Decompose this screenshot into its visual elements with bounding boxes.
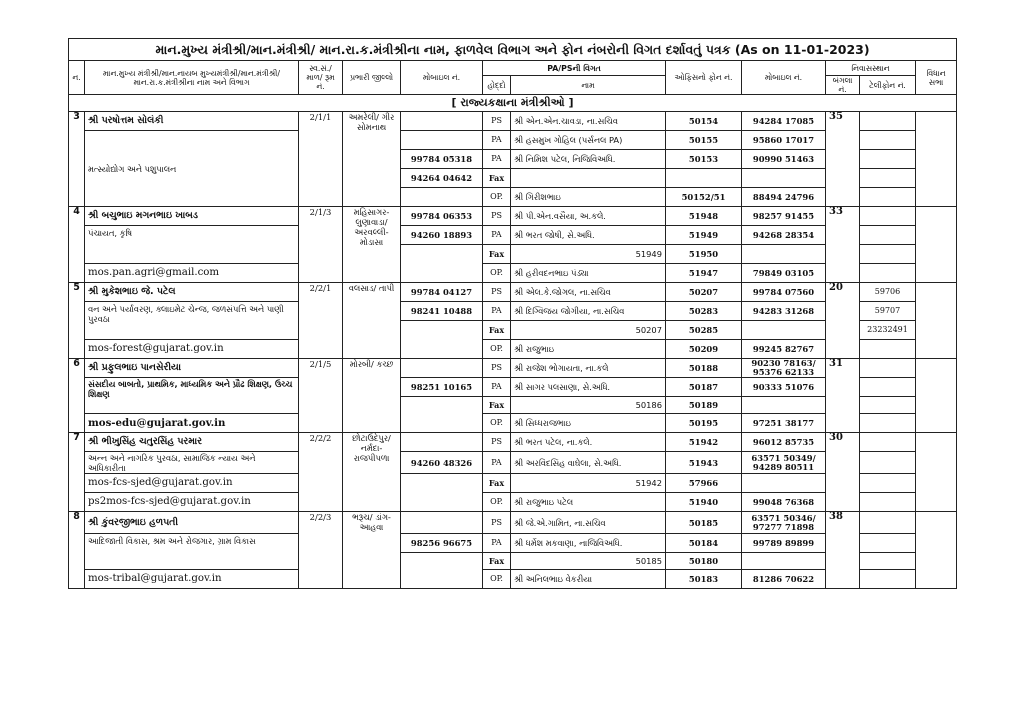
minister-sno: 6 (69, 359, 85, 433)
office-phone: 50155 (666, 131, 742, 150)
staff-name: શ્રી હરીવદનભાઇ પંડ્યા (511, 264, 666, 283)
section-title: [ રાજ્યકક્ષાના મંત્રીશ્રીઓ ] (69, 95, 957, 112)
staff-mobile: 99789 89899 (742, 534, 826, 553)
mobile-number (401, 359, 483, 378)
staff-role: Fax (483, 321, 511, 340)
minister-email[interactable]: mos-forest@gujarat.gov.in (85, 340, 299, 359)
staff-mobile (742, 553, 826, 570)
staff-role: PS (483, 512, 511, 534)
bungalow-number: 38 (826, 512, 860, 589)
staff-mobile: 94284 17085 (742, 112, 826, 131)
room-number: 2/1/5 (299, 359, 343, 433)
bungalow-number: 20 (826, 283, 860, 359)
room-number: 2/2/1 (299, 283, 343, 359)
mobile-empty (401, 553, 483, 589)
staff-name: શ્રી રાજુભાઇ પટેલ (511, 493, 666, 512)
office-phone: 51943 (666, 452, 742, 474)
office-phone: 50209 (666, 340, 742, 359)
staff-role: Fax (483, 553, 511, 570)
district: છોટાઉદેપુર/ નર્મદા- રાજપીપળા (343, 433, 401, 512)
staff-fax: 50185 (511, 553, 666, 570)
minister-name: શ્રી મુકેશભાઇ જે. પટેલ (85, 283, 299, 302)
minister-block (69, 207, 957, 283)
office-phone: 51950 (666, 245, 742, 264)
minister-block (69, 283, 957, 359)
staff-mobile (742, 397, 826, 414)
staff-name: શ્રી અરવિંદસિંહ વાઘેલા, સે.અધિ. (511, 452, 666, 474)
staff-role: PS (483, 283, 511, 302)
staff-role: Fax (483, 245, 511, 264)
telephone-number: 59707 (860, 302, 916, 321)
staff-mobile (742, 321, 826, 340)
minister-name: શ્રી કુંવરજીભાઇ હળપતી (85, 512, 299, 534)
room-number: 2/2/3 (299, 512, 343, 589)
mobile-number (401, 433, 483, 452)
office-phone: 50183 (666, 570, 742, 589)
staff-name: શ્રી એલ.કે.જોગલ, ના.સચિવ (511, 283, 666, 302)
telephone-number (860, 553, 916, 570)
minister-email[interactable]: mos-fcs-sjed@gujarat.gov.in (85, 474, 299, 493)
staff-role: OP. (483, 264, 511, 283)
header-office-phone: ઓફિસનો ફોન નં. (666, 61, 742, 95)
office-phone: 50154 (666, 112, 742, 131)
header-pa-role: હોદ્દો (483, 76, 511, 95)
mobile-number (401, 188, 483, 207)
staff-mobile: 88494 24796 (742, 188, 826, 207)
staff-role: PA (483, 150, 511, 169)
district: ભરૂચ/ ડાંગ-આહવા (343, 512, 401, 589)
staff-mobile: 95860 17017 (742, 131, 826, 150)
assembly-cell (916, 283, 957, 359)
mobile-empty (401, 321, 483, 359)
header-assembly: વિધાન સભા (916, 61, 957, 95)
staff-mobile: 63571 50349/ 94289 80511 (742, 452, 826, 474)
staff-name: શ્રી હસમુખ ગોહિલ (પર્સનલ PA) (511, 131, 666, 150)
telephone-number (860, 207, 916, 226)
staff-name: શ્રી સિધ્ધરાજભાઇ (511, 414, 666, 433)
telephone-number (860, 534, 916, 553)
header-pa-ps: PA/PSની વિગત (483, 61, 666, 76)
minister-name: શ્રી ભીખુસિંહ ચતુરસિંહ પરમાર (85, 433, 299, 452)
staff-role: PA (483, 226, 511, 245)
telephone-number (860, 226, 916, 245)
staff-name: શ્રી નિમિશ પટેલ, નિજિવિઅધિ. (511, 150, 666, 169)
staff-mobile: 63571 50346/ 97277 71898 (742, 512, 826, 534)
telephone-number (860, 188, 916, 207)
header-mobile: મોબાઇલ નં. (401, 61, 483, 95)
staff-mobile: 99048 76368 (742, 493, 826, 512)
minister-name: શ્રી પ્રફુલભાઇ પાનસેરીયા (85, 359, 299, 378)
mobile-empty (401, 474, 483, 512)
staff-mobile: 90333 51076 (742, 378, 826, 397)
minister-sno: 4 (69, 207, 85, 283)
minister-department: મત્સ્યોદ્યોગ અને પશુપાલન (85, 131, 299, 207)
telephone-number (860, 112, 916, 131)
office-phone: 51947 (666, 264, 742, 283)
minister-block (69, 359, 957, 433)
office-phone: 50189 (666, 397, 742, 414)
minister-email-secondary[interactable]: ps2mos-fcs-sjed@gujarat.gov.in (85, 493, 299, 512)
telephone-number (860, 169, 916, 188)
district: મહિસાગર- લુણાવાડા/ અરવલ્લી- મોડાસા (343, 207, 401, 283)
staff-mobile: 99245 82767 (742, 340, 826, 359)
staff-role: PS (483, 433, 511, 452)
office-phone: 51940 (666, 493, 742, 512)
office-phone: 50153 (666, 150, 742, 169)
staff-name: શ્રી રાજુભાઇ (511, 340, 666, 359)
staff-name: શ્રી જે.એ.ગામિત, ના.સચિવ (511, 512, 666, 534)
telephone-number (860, 452, 916, 474)
minister-table (68, 38, 957, 589)
mobile-number: 98241 10488 (401, 302, 483, 321)
mobile-number: 99784 06353 (401, 207, 483, 226)
staff-name (511, 169, 666, 188)
office-phone: 50180 (666, 553, 742, 570)
mobile-number (401, 112, 483, 131)
minister-name: શ્રી પરષોત્તમ સોલંકી (85, 112, 299, 131)
staff-fax: 50207 (511, 321, 666, 340)
staff-name: શ્રી સાગર પલસાણા, સે.અધિ. (511, 378, 666, 397)
telephone-number: 59706 (860, 283, 916, 302)
minister-sno: 8 (69, 512, 85, 589)
staff-name: શ્રી ધર્મેશ મકવાણા, નાજિવિઅધિ. (511, 534, 666, 553)
staff-mobile: 94283 31268 (742, 302, 826, 321)
telephone-number (860, 245, 916, 264)
bungalow-number: 33 (826, 207, 860, 283)
staff-role: PS (483, 207, 511, 226)
header-room: સ્વ.સં./ માળ/ રૂમ નં. (299, 61, 343, 95)
mobile-number: 94260 48326 (401, 452, 483, 474)
office-phone: 50187 (666, 378, 742, 397)
minister-sno: 7 (69, 433, 85, 512)
assembly-cell (916, 512, 957, 589)
staff-role: Fax (483, 474, 511, 493)
bungalow-number: 30 (826, 433, 860, 512)
staff-mobile: 99784 07560 (742, 283, 826, 302)
minister-department: પંચાયત, કૃષિ (85, 226, 299, 264)
staff-name: શ્રી અનિલભાઇ વેકરીયા (511, 570, 666, 589)
mobile-empty (401, 397, 483, 433)
office-phone: 50195 (666, 414, 742, 433)
telephone-number (860, 570, 916, 589)
staff-name: શ્રી દિગ્વિજય જોગીયા, ના.સચિવ (511, 302, 666, 321)
staff-role: OP. (483, 340, 511, 359)
room-number: 2/2/2 (299, 433, 343, 512)
mobile-number (401, 512, 483, 534)
telephone-number (860, 493, 916, 512)
staff-mobile: 94268 28354 (742, 226, 826, 245)
staff-mobile: 98257 91455 (742, 207, 826, 226)
bungalow-number: 35 (826, 112, 860, 207)
staff-mobile: 81286 70622 (742, 570, 826, 589)
staff-role: PS (483, 112, 511, 131)
telephone-number (860, 414, 916, 433)
minister-department: વન અને પર્યાવરણ, ક્લાઇમેટ ચેન્જ, જળસંપત્તિ અને પાણી પુરવઠા (85, 302, 299, 340)
office-phone: 50184 (666, 534, 742, 553)
minister-email[interactable]: mos-tribal@gujarat.gov.in (85, 570, 299, 589)
mobile-number: 94260 18893 (401, 226, 483, 245)
header-bungalow: બંગલા નં. (826, 76, 860, 95)
staff-name: શ્રી ભરત પટેલ, ના.કલે. (511, 433, 666, 452)
minister-block (69, 433, 957, 512)
office-phone: 51948 (666, 207, 742, 226)
office-phone: 50152/51 (666, 188, 742, 207)
staff-fax: 50186 (511, 397, 666, 414)
minister-block (69, 112, 957, 207)
staff-name: શ્રી ભરત જોષી, સે.અધિ. (511, 226, 666, 245)
minister-email[interactable]: mos-edu@gujarat.gov.in (85, 414, 299, 433)
office-phone: 50185 (666, 512, 742, 534)
telephone-number (860, 264, 916, 283)
staff-name: શ્રી એન.એન.ચાવડા, ના.સચિવ (511, 112, 666, 131)
assembly-cell (916, 112, 957, 207)
header-pa-name: નામ (511, 76, 666, 95)
mobile-number: 99784 04127 (401, 283, 483, 302)
telephone-number (860, 340, 916, 359)
minister-sno: 3 (69, 112, 85, 207)
district: મોરબી/ કચ્છ (343, 359, 401, 433)
telephone-number (860, 512, 916, 534)
staff-role: PA (483, 534, 511, 553)
mobile-number: 98251 10165 (401, 378, 483, 397)
staff-mobile (742, 245, 826, 264)
staff-fax: 51942 (511, 474, 666, 493)
telephone-number (860, 433, 916, 452)
district: વલસાડ/ તાપી (343, 283, 401, 359)
staff-fax: 51949 (511, 245, 666, 264)
header-district: પ્રભારી જીલ્લો (343, 61, 401, 95)
minister-block (69, 512, 957, 589)
assembly-cell (916, 359, 957, 433)
staff-mobile: 79849 03105 (742, 264, 826, 283)
office-phone: 57966 (666, 474, 742, 493)
staff-role: Fax (483, 169, 511, 188)
staff-name: શ્રી પી.એન.વસૈયા, અ.કલે. (511, 207, 666, 226)
assembly-cell (916, 207, 957, 283)
staff-name: શ્રી ગિરીશભાઇ (511, 188, 666, 207)
minister-department: આદિજાતી વિકાસ, શ્રમ અને રોજગાર, ગ્રામ વિકાસ (85, 534, 299, 570)
office-phone: 50283 (666, 302, 742, 321)
staff-role: OP. (483, 414, 511, 433)
mobile-number: 94264 04642 (401, 169, 483, 188)
room-number: 2/1/3 (299, 207, 343, 283)
staff-mobile: 90990 51463 (742, 150, 826, 169)
staff-role: OP. (483, 493, 511, 512)
staff-role: OP. (483, 570, 511, 589)
office-phone: 50207 (666, 283, 742, 302)
page-title: માન.મુખ્ય મંત્રીશ્રી/માન.મંત્રીશ્રી/ માન.રા.ક.મંત્રીશ્રીના નામ, ફાળવેલ વિભાગ અને ફોન નંબરોની વિગત દર્શાવતું પત્રક (As on 11-01-2023) (69, 39, 957, 61)
mobile-number: 99784 05318 (401, 150, 483, 169)
staff-mobile (742, 474, 826, 493)
office-phone: 50188 (666, 359, 742, 378)
minister-email[interactable]: mos.pan.agri@gmail.com (85, 264, 299, 283)
telephone-number (860, 131, 916, 150)
telephone-number (860, 150, 916, 169)
staff-mobile (742, 169, 826, 188)
staff-role: PA (483, 131, 511, 150)
staff-mobile: 97251 38177 (742, 414, 826, 433)
telephone-number (860, 378, 916, 397)
staff-role: PA (483, 378, 511, 397)
minister-department: અન્ન અને નાગરિક પુરવઠા, સામાજિક ન્યાય અને અધિકારીતા (85, 452, 299, 474)
minister-department: સંસદીય બાબતો, પ્રાથમિક, માધ્યમિક અને પ્રૌઢ શિક્ષણ, ઉચ્ચ શિક્ષણ (85, 378, 299, 414)
telephone-number (860, 474, 916, 493)
header-sno: ન. (69, 61, 85, 95)
staff-role: PA (483, 452, 511, 474)
staff-role: PA (483, 302, 511, 321)
mobile-number: 98256 96675 (401, 534, 483, 553)
staff-mobile: 96012 85735 (742, 433, 826, 452)
office-phone: 51942 (666, 433, 742, 452)
district: અમરેલી/ ગીર સોમનાથ (343, 112, 401, 207)
assembly-cell (916, 433, 957, 512)
office-phone (666, 169, 742, 188)
staff-role: OP. (483, 188, 511, 207)
minister-name: શ્રી બચુભાઇ મગનભાઇ ખાબડ (85, 207, 299, 226)
telephone-number (860, 397, 916, 414)
bungalow-number: 31 (826, 359, 860, 433)
header-name-dept: માન.મુખ્ય મંત્રીશ્રી/માન.નાયબ મુખ્યમંત્રીશ્રી/માન.મંત્રીશ્રી/ માન.રા.ક.મંત્રીશ્રીના નામ અને વિભાગ (85, 61, 299, 95)
minister-sno: 5 (69, 283, 85, 359)
telephone-number (860, 359, 916, 378)
staff-mobile: 90230 78163/ 95376 62133 (742, 359, 826, 378)
header-residence: નિવાસસ્થાન (826, 61, 916, 76)
header-telephone: ટેલીફોન નં. (860, 76, 916, 95)
header-pa-mobile: મોબાઇલ નં. (742, 61, 826, 95)
contact-sheet (68, 38, 956, 589)
office-phone: 50285 (666, 321, 742, 340)
mobile-empty (401, 245, 483, 283)
staff-role: PS (483, 359, 511, 378)
office-phone: 51949 (666, 226, 742, 245)
staff-role: Fax (483, 397, 511, 414)
telephone-number: 23232491 (860, 321, 916, 340)
room-number: 2/1/1 (299, 112, 343, 207)
staff-name: શ્રી રાજેશ ભોગાયતા, ના.કલે (511, 359, 666, 378)
mobile-number (401, 131, 483, 150)
